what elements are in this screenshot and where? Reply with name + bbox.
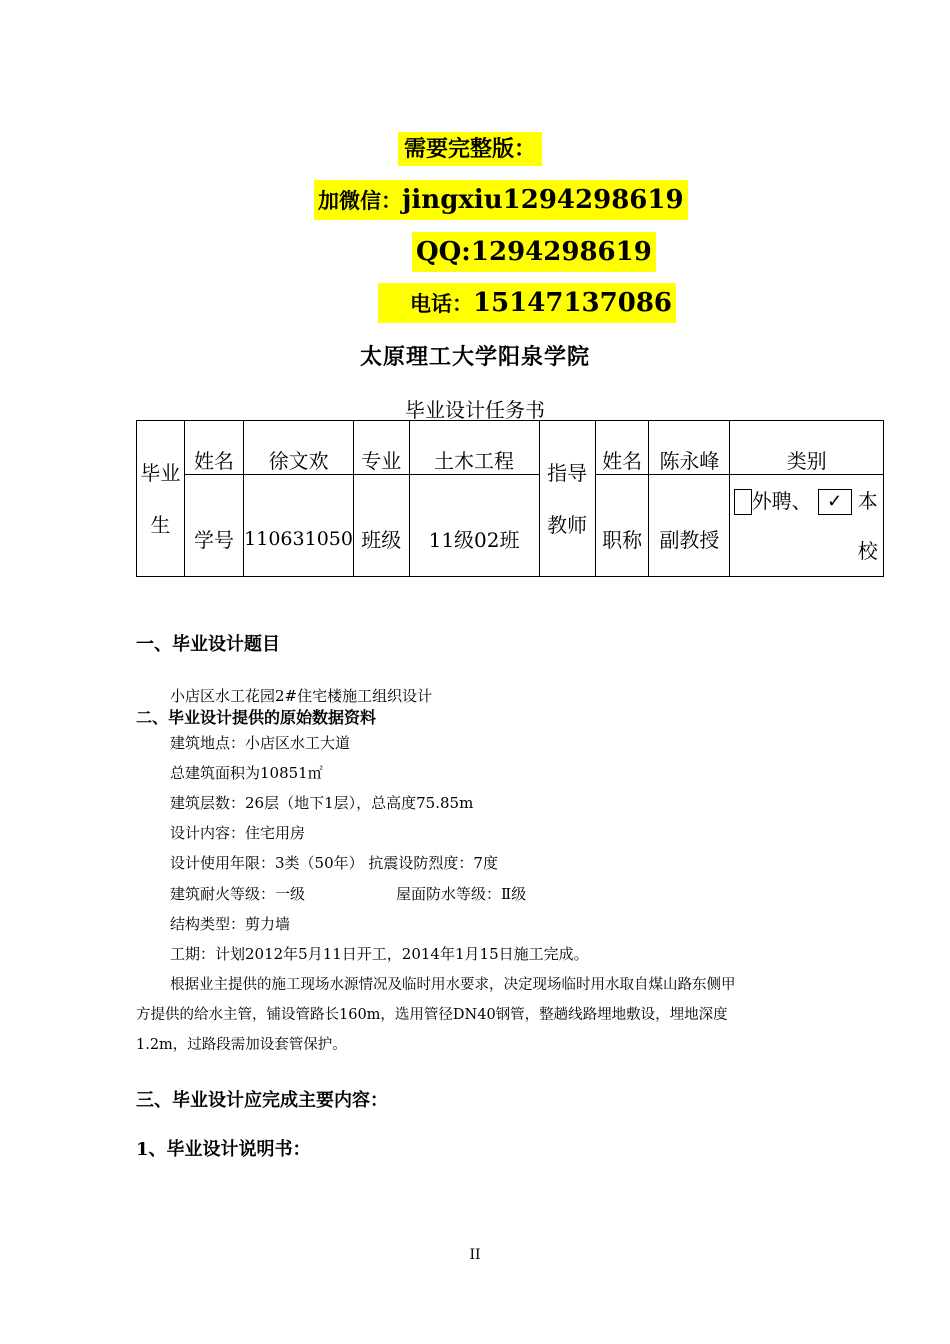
- student-id-value: 110631050: [244, 475, 354, 577]
- promo-line-1-text: 需要完整版：: [404, 136, 537, 162]
- promo-qq: QQ:1294298619: [416, 237, 652, 267]
- student-label-cell: [137, 421, 185, 577]
- promo-line-4: [378, 283, 676, 323]
- data-line: 设计使用年限：3类（50年） 抗震设防烈度：7度: [170, 854, 498, 872]
- page-number: II: [469, 1247, 481, 1263]
- promo-wechat-value: jingxiu1294298619: [402, 185, 684, 215]
- internal-option-label: 本校: [857, 488, 878, 563]
- category-options: [730, 475, 884, 577]
- section-2-heading: 二、毕业设计提供的原始数据资料: [136, 708, 377, 727]
- section-1-heading: 一、毕业设计题目: [136, 634, 280, 655]
- class-value: 11级02班: [409, 475, 539, 577]
- major-value: 土木工程: [409, 421, 539, 475]
- internal-checkbox[interactable]: ✓: [818, 489, 852, 515]
- advisor-label-cell: [539, 421, 595, 577]
- promo-line-2: [314, 180, 688, 220]
- advisor-title-value: 副教授: [649, 475, 730, 577]
- section-3-heading: 三、毕业设计应完成主要内容：: [136, 1090, 388, 1111]
- promo-line-1: [398, 132, 542, 166]
- advisor-name-label: 姓名: [595, 421, 649, 475]
- promo-phone-label: 电话：: [410, 291, 473, 316]
- section-1-text: 小店区水工花园2#住宅楼施工组织设计: [170, 687, 433, 705]
- name-value: 徐文欢: [244, 421, 354, 475]
- paragraph-line-3: 1.2m，过路段需加设套管保护。: [136, 1037, 347, 1053]
- promo-wechat-label: 加微信：: [318, 188, 402, 213]
- document-title: 毕业设计任务书: [405, 398, 545, 422]
- data-line: 工期：计划2012年5月11日开工，2014年1月15日施工完成。: [170, 945, 589, 963]
- promo-phone-value: 15147137086: [473, 288, 672, 318]
- school-name: 太原理工大学阳泉学院: [359, 344, 590, 370]
- external-option-label: 外聘、: [751, 488, 812, 513]
- advisor-title-label: 职称: [595, 475, 649, 577]
- data-line: 设计内容：住宅用房: [170, 824, 306, 842]
- data-line: 建筑层数：26层（地下1层），总高度75.85m: [170, 794, 474, 812]
- student-id-label: 学号: [184, 475, 243, 577]
- data-line: 总建筑面积为10851㎡: [170, 764, 323, 782]
- paragraph-line-1: 根据业主提供的施工现场水源情况及临时用水要求，决定现场临时用水取自煤山路东侧甲: [170, 977, 736, 993]
- data-line: 建筑耐火等级：一级: [170, 885, 306, 903]
- class-label: 班级: [353, 475, 409, 577]
- section-3-1-heading: 1、毕业设计说明书：: [136, 1139, 311, 1160]
- advisor-name-value: 陈永峰: [649, 421, 730, 475]
- category-label: 类别: [730, 421, 884, 475]
- promo-line-3: [412, 232, 656, 272]
- student-info-table: [136, 420, 884, 577]
- data-line: 建筑地点：小店区水工大道: [170, 734, 351, 752]
- data-line: 屋面防水等级：Ⅱ级: [396, 885, 527, 903]
- data-line: 结构类型：剪力墙: [170, 915, 291, 933]
- student-label: 毕业生: [140, 460, 181, 537]
- external-checkbox[interactable]: [734, 489, 752, 515]
- major-label: 专业: [353, 421, 409, 475]
- paragraph-line-2: 方提供的给水主管，铺设管路长160m，选用管径DN40钢管，整趟线路埋地敷设，埋地深度: [136, 1007, 728, 1023]
- name-label: 姓名: [184, 421, 243, 475]
- advisor-label: 指导教师: [547, 460, 588, 537]
